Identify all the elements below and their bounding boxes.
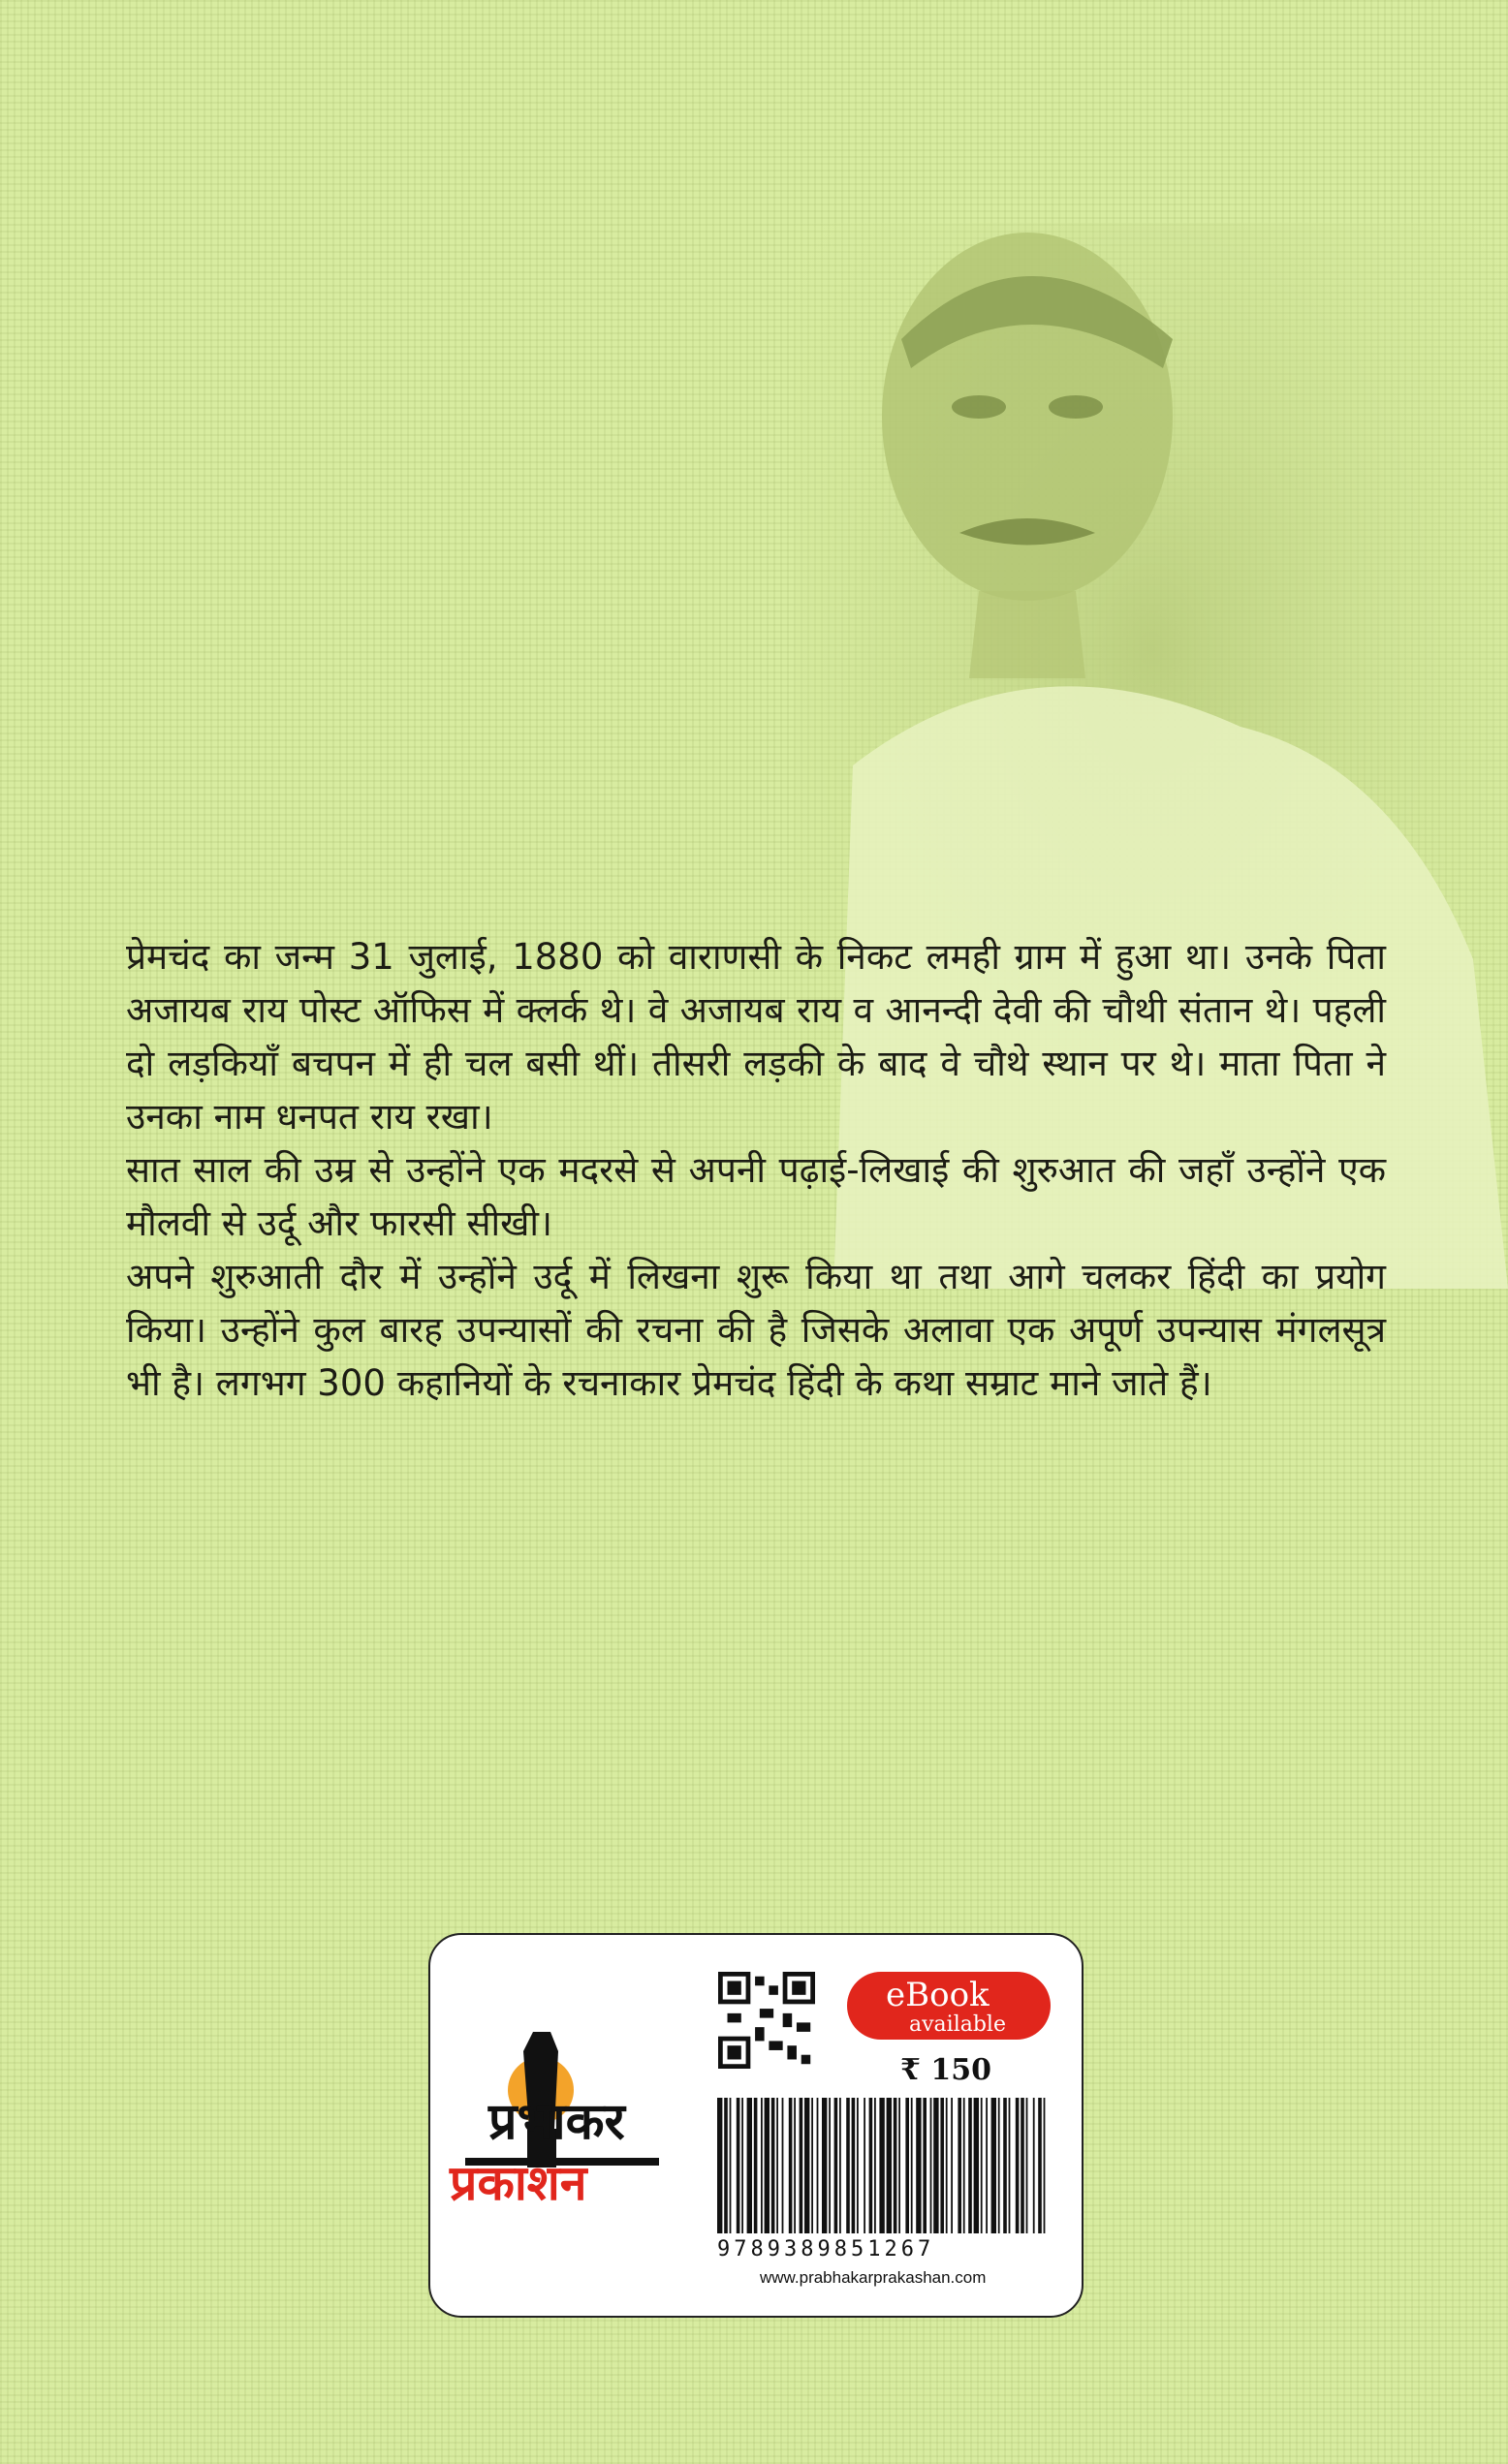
publisher-info-card	[428, 1933, 1084, 2318]
ebook-label: eBook	[886, 1976, 990, 2014]
book-price: ₹ 150	[900, 2053, 991, 2087]
publisher-name-bottom: प्रकाशन	[450, 2155, 587, 2211]
bio-paragraph-3: अपने शुरुआती दौर में उन्होंने उर्दू में लिखना शुरू किया था तथा आगे चलकर हिंदी का प्रयोग किया। उन्होंने कुल बारह उपन्यासों की रचना की है जिसके अलावा एक अपूर्ण उपन्यास मंगलसूत्र भी है। लगभग 300 कहानियों के रचनाकार प्रेमचंद हिंदी के कथा सम्राट माने जाते हैं।	[126, 1256, 1386, 1404]
bio-paragraph-1: प्रेमचंद का जन्म 31 जुलाई, 1880 को वाराणसी के निकट लमही ग्राम में हुआ था। उनके पिता अजायब राय पोस्ट ऑफिस में क्लर्क थे। वे अजायब राय व आनन्दी देवी की चौथी संतान थे। पहली दो लड़कियाँ बचपन में ही चल बसी थीं। तीसरी लड़की के बाद वे चौथे स्थान पर थे। माता पिता ने उनका नाम धनपत राय रखा।	[126, 936, 1386, 1138]
ebook-available-badge	[847, 1972, 1051, 2040]
bio-paragraph-2: सात साल की उम्र से उन्होंने एक मदरसे से अपनी पढ़ाई-लिखाई की शुरुआत की जहाँ उन्होंने एक मौलवी से उर्दू और फारसी सीखी।	[126, 1149, 1386, 1244]
publisher-name-top: प्रभाकर	[488, 2093, 625, 2151]
isbn-number: 9789389851267	[717, 2237, 935, 2261]
qr-code-icon	[718, 1972, 815, 2069]
publisher-website: www.prabhakarprakashan.com	[760, 2268, 987, 2287]
ebook-available-label: available	[909, 2012, 1006, 2037]
isbn-barcode	[713, 2098, 1052, 2233]
author-biography	[126, 930, 1386, 1410]
